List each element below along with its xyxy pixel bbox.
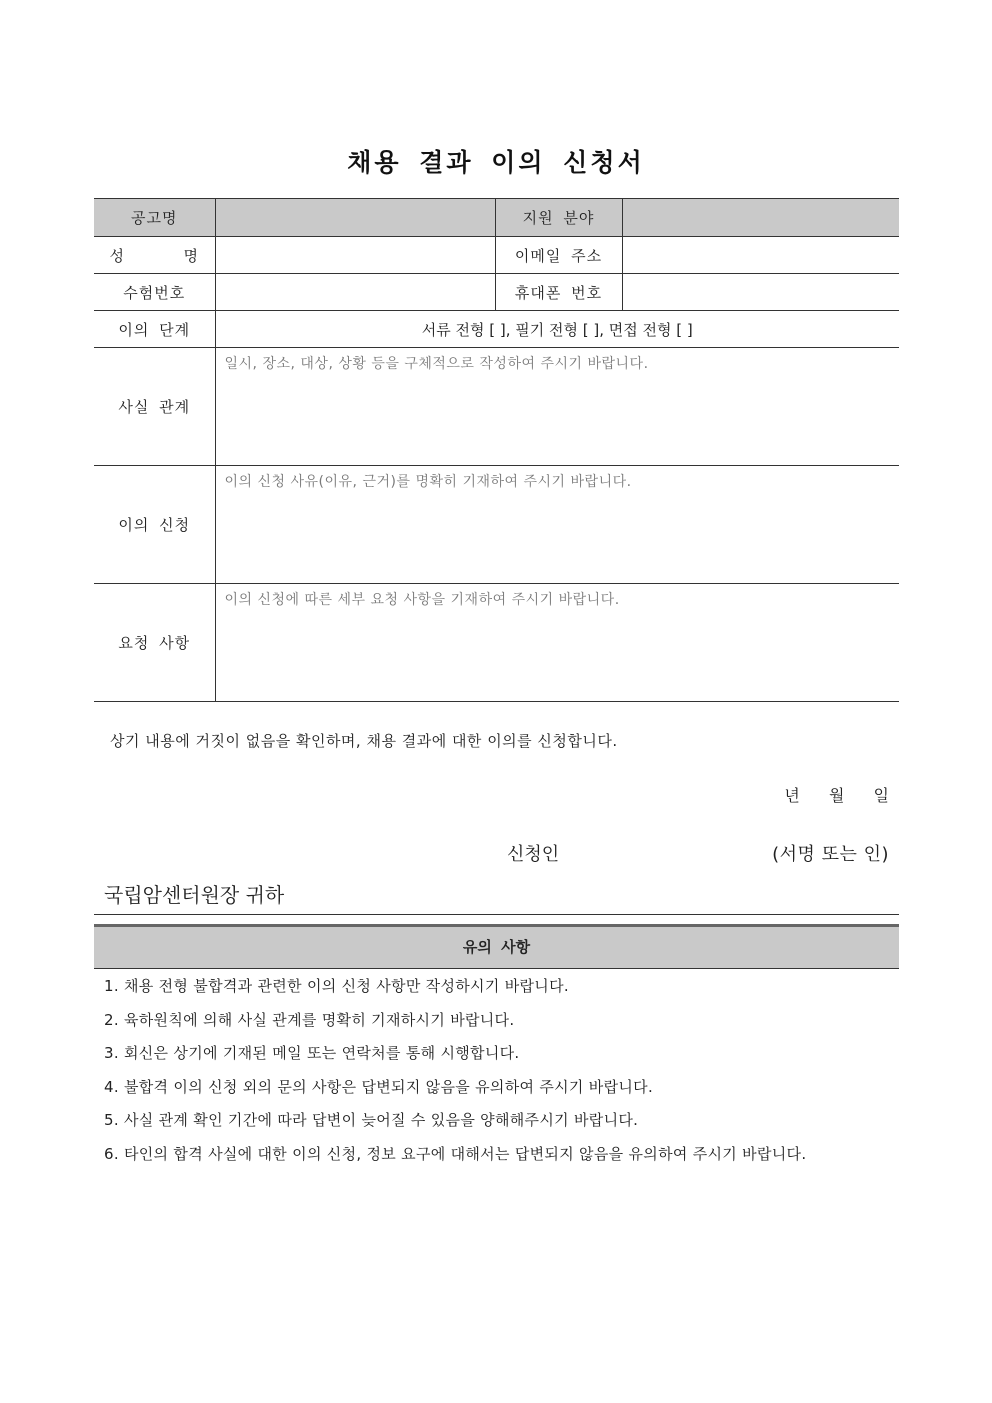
notice-item: 4. 불합격 이의 신청 외의 문의 사항은 답변되지 않음을 유의하여 주시기 바랍니다. <box>104 1077 654 1096</box>
facts-label: 사실 관계 <box>94 348 215 466</box>
email-label: 이메일 주소 <box>495 237 622 274</box>
request-hint: 이의 신청에 따른 세부 요청 사항을 기재하여 주시기 바랍니다. <box>224 592 620 608</box>
form-row-exam-number <box>94 274 899 311</box>
request-label: 요청 사항 <box>94 584 215 702</box>
applicant-label: 신청인 <box>507 844 560 865</box>
application-form-table <box>94 198 899 702</box>
form-row-request <box>94 584 899 702</box>
email-input-cell[interactable] <box>622 237 899 274</box>
notice-item: 6. 타인의 합격 사실에 대한 이의 신청, 정보 요구에 대해서는 답변되지 않음을 유의하여 주시기 바랍니다. <box>104 1144 807 1163</box>
divider <box>94 914 899 915</box>
notice-list <box>104 974 806 1175</box>
date-line <box>760 783 889 806</box>
stage-label: 이의 단계 <box>94 311 215 348</box>
notice-item: 5. 사실 관계 확인 기간에 따라 답변이 늦어질 수 있음을 양해해주시기 바랍니다. <box>104 1111 639 1129</box>
facts-input-cell[interactable] <box>215 348 899 466</box>
facts-hint: 일시, 장소, 대상, 상황 등을 구체적으로 작성하여 주시기 바랍니다. <box>224 356 649 372</box>
document-title: 채용 결과 이의 신청서 <box>347 148 645 177</box>
signature-label: (서명 또는 인) <box>772 844 889 865</box>
announcement-label: 공고명 <box>94 199 215 237</box>
form-row-announcement <box>94 199 899 237</box>
recipient: 국립암센터원장 귀하 <box>104 883 285 907</box>
field-input-cell[interactable] <box>622 199 899 237</box>
phone-input-cell[interactable] <box>622 274 899 311</box>
objection-label: 이의 신청 <box>94 466 215 584</box>
notice-item: 3. 회신은 상기에 기재된 메일 또는 연락처를 통해 시행합니다. <box>104 1044 520 1062</box>
notice-item: 1. 채용 전형 불합격과 관련한 이의 신청 사항만 작성하시기 바랍니다. <box>104 977 569 995</box>
name-input-cell[interactable] <box>215 237 495 274</box>
date-year: 년 <box>784 786 800 805</box>
date-month: 월 <box>828 786 845 805</box>
objection-hint: 이의 신청 사유(이유, 근거)를 명확히 기재하여 주시기 바랍니다. <box>224 474 632 490</box>
name-label: 성 명 <box>94 237 215 274</box>
objection-input-cell[interactable] <box>215 466 899 584</box>
announcement-input-cell[interactable] <box>215 199 495 237</box>
field-label: 지원 분야 <box>495 199 622 237</box>
request-input-cell[interactable] <box>215 584 899 702</box>
form-row-stage <box>94 311 899 348</box>
form-row-facts <box>94 348 899 466</box>
exam-number-input-cell[interactable] <box>215 274 495 311</box>
stage-options[interactable]: 서류 전형 [ ], 필기 전형 [ ], 면접 전형 [ ] <box>215 311 899 348</box>
exam-number-label: 수험번호 <box>94 274 215 311</box>
phone-label: 휴대폰 번호 <box>495 274 622 311</box>
date-day: 일 <box>873 786 889 805</box>
form-row-objection <box>94 466 899 584</box>
notice-title: 유의 사항 <box>94 924 899 969</box>
form-row-name <box>94 237 899 274</box>
notice-item: 2. 육하원칙에 의해 사실 관계를 명확히 기재하시기 바랍니다. <box>104 1010 515 1029</box>
confirmation-statement: 상기 내용에 거짓이 없음을 확인하며, 채용 결과에 대한 이의를 신청합니다. <box>110 732 618 750</box>
